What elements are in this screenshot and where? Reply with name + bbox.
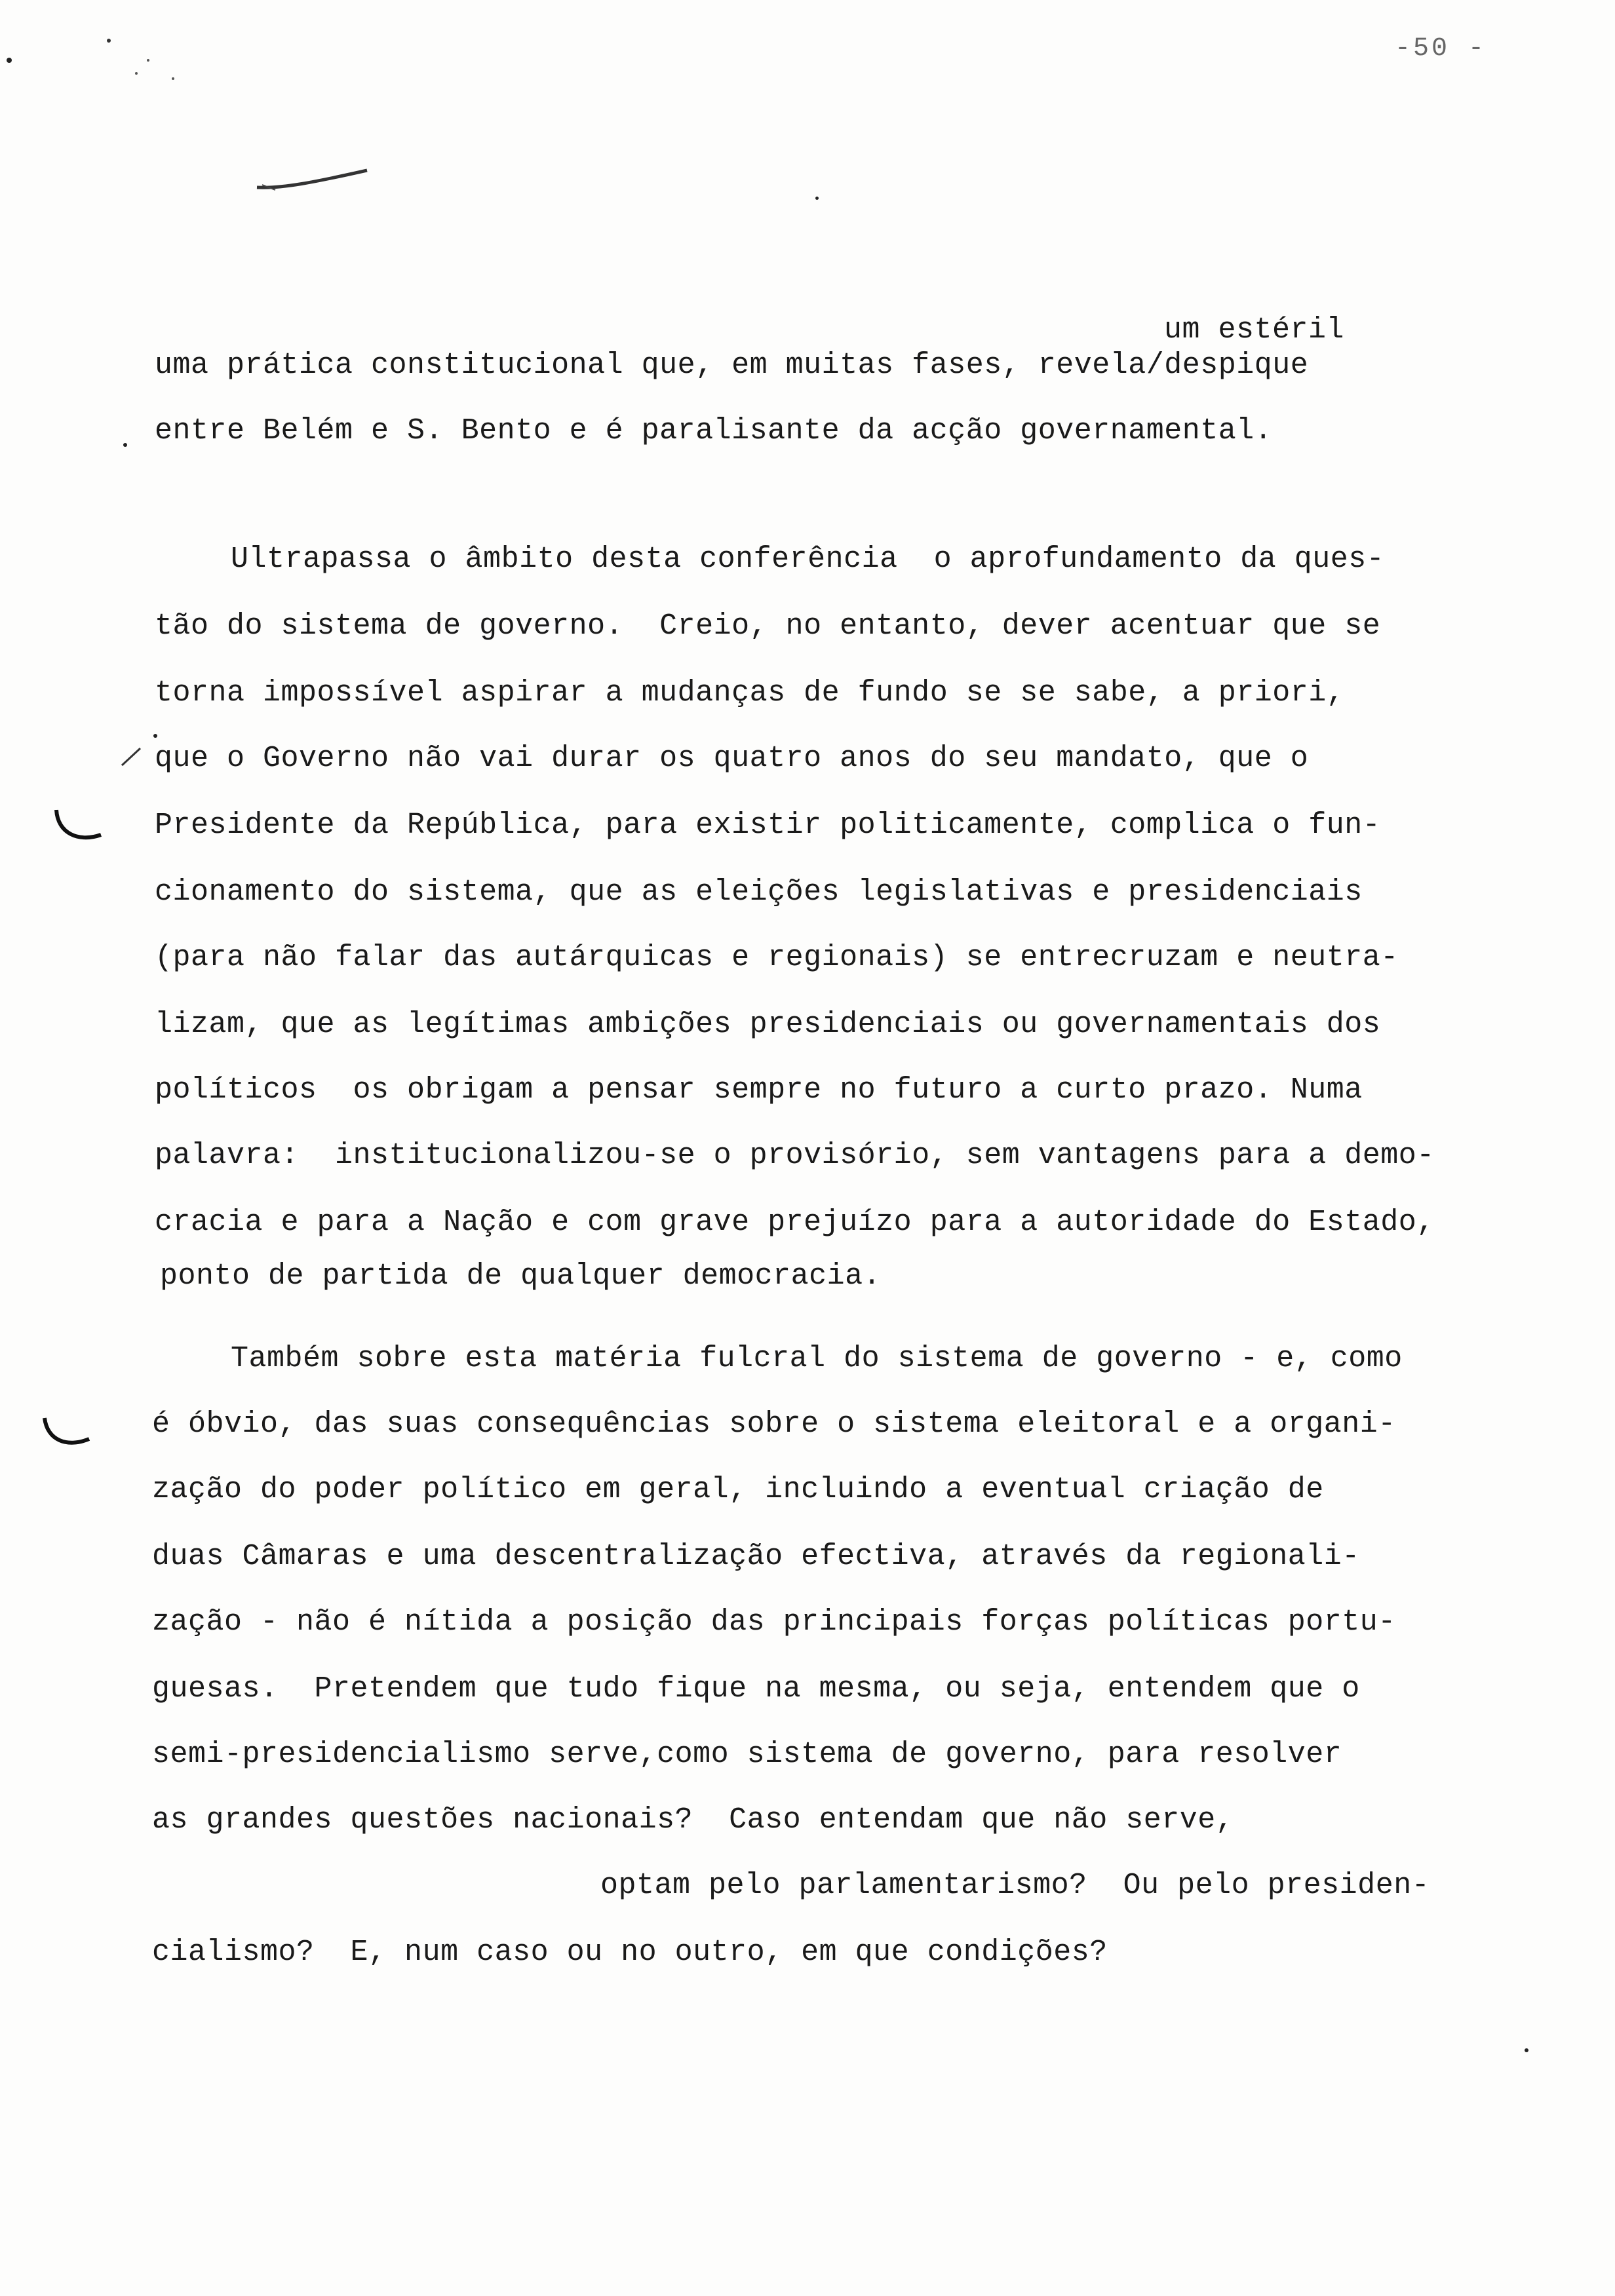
text-line: optam pelo parlamentarismo? Ou pelo presiden- bbox=[600, 1869, 1430, 1902]
margin-bracket-mark bbox=[41, 1415, 93, 1455]
text-line: Também sobre esta matéria fulcral do sistema de governo - e, como bbox=[231, 1342, 1403, 1375]
speck bbox=[1525, 2048, 1528, 2052]
text-line: as grandes questões nacionais? Caso entendam que não serve, bbox=[152, 1803, 1234, 1837]
text-line: lizam, que as legítimas ambições presidenciais ou governamentais dos bbox=[155, 1008, 1381, 1041]
text-line: entre Belém e S. Bento e é paralisante da acção governamental. bbox=[155, 414, 1273, 448]
text-line: palavra: institucionalizou-se o provisório, sem vantagens para a demo- bbox=[155, 1139, 1435, 1172]
text-line: que o Governo não vai durar os quatro anos do seu mandato, que o bbox=[155, 742, 1309, 775]
margin-slash-mark bbox=[118, 744, 144, 771]
text-line: cracia e para a Nação e com grave prejuízo para a autoridade do Estado, bbox=[155, 1206, 1435, 1239]
speck bbox=[153, 734, 157, 738]
text-line: um estéril bbox=[1164, 313, 1345, 347]
text-line: Presidente da República, para existir politicamente, complica o fun- bbox=[155, 809, 1381, 842]
text-line: tão do sistema de governo. Creio, no entanto, dever acentuar que se bbox=[155, 609, 1381, 643]
text-line: zação do poder político em geral, incluindo a eventual criação de bbox=[152, 1473, 1324, 1506]
margin-bracket-mark bbox=[52, 807, 105, 847]
text-line: uma prática constitucional que, em muitas fases, revela/despique bbox=[155, 349, 1309, 382]
text-line: cialismo? E, num caso ou no outro, em que condições? bbox=[152, 1936, 1108, 1969]
text-line: políticos os obrigam a pensar sempre no futuro a curto prazo. Numa bbox=[155, 1073, 1363, 1107]
text-line: guesas. Pretendem que tudo fique na mesma, ou seja, entendem que o bbox=[152, 1672, 1360, 1706]
text-line: semi-presidencialismo serve,como sistema de governo, para resolver bbox=[152, 1738, 1342, 1771]
speck bbox=[123, 443, 127, 447]
scan-mark-top-left bbox=[0, 0, 419, 210]
page-number: -50 - bbox=[1395, 34, 1487, 64]
text-line: cionamento do sistema, que as eleições legislativas e presidenciais bbox=[155, 875, 1363, 909]
text-line: Ultrapassa o âmbito desta conferência o aprofundamento da ques- bbox=[231, 543, 1385, 576]
text-line: torna impossível aspirar a mudanças de fundo se se sabe, a priori, bbox=[155, 676, 1345, 710]
text-line: duas Câmaras e uma descentralização efectiva, através da regionali- bbox=[152, 1540, 1360, 1573]
text-line: é óbvio, das suas consequências sobre o sistema eleitoral e a organi- bbox=[152, 1407, 1396, 1441]
text-line: ponto de partida de qualquer democracia. bbox=[160, 1259, 882, 1293]
text-line: zação - não é nítida a posição das principais forças políticas portu- bbox=[152, 1605, 1396, 1639]
speck bbox=[815, 197, 819, 200]
text-line: (para não falar das autárquicas e regionais) se entrecruzam e neutra- bbox=[155, 941, 1399, 974]
